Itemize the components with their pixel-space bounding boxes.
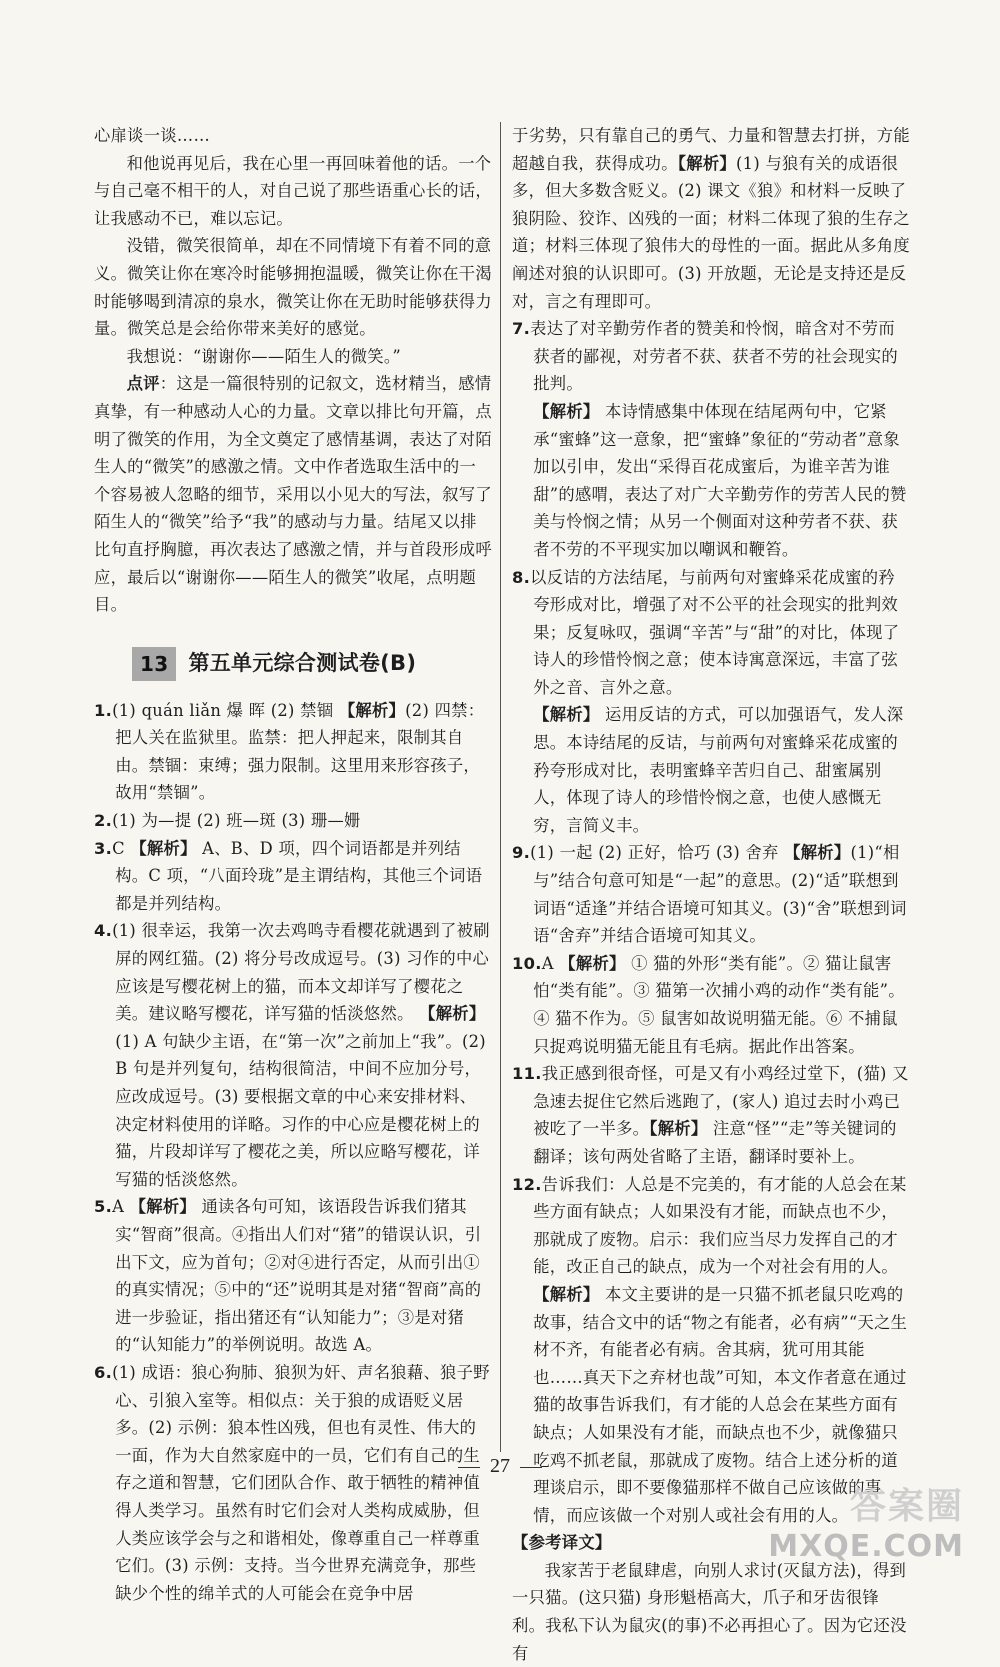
item-number: 7. [512,319,531,339]
analysis-tag: 【解析】 [533,705,600,725]
item-number: 10. [512,953,542,973]
page-number [0,1455,1000,1478]
item-analysis: 本文主要讲的是一只猫不抓老鼠只吃鸡的故事，结合文中的话“物之有能者，必有病”“天之生材不齐，有能者必有病。舍其病，犹可用其能也……真天下之弃材也哉”可知，本文作者意在通过猫的故事告诉我们，有才能的人总会在某些方面有缺点；人如果没有才能，而缺点也不少，就像猫只吃鸡不抓老鼠，那就成了废物。结合上述分析的道理谈启示，即不要像猫那样不做自己应该做的事情，而应该做一个对别人或社会有用的人。 [533,1284,908,1525]
answer-item [94,917,492,1193]
item-text: (1) 一起 (2) 正好，恰巧 (3) 舍弃 [530,843,785,863]
reference-text: 我家苦于老鼠肆虐，向别人求讨(灭鼠方法)，得到一只猫。(这只猫) 身形魁梧高大，爪子和牙齿很锋利。我私下认为鼠灾(的事)不必再担心了。因为它还没有 [512,1560,907,1663]
item-number: 2. [94,811,113,831]
item-number: 1. [94,700,113,720]
section-number: 13 [132,647,176,681]
item-number: 9. [512,843,531,863]
continued-answer [512,122,910,315]
item-analysis: (1) A 句缺少主语，在“第一次”之前加上“我”。(2) B 句是并列复句，结构很简洁，中间不应加分号，应改成逗号。(3) 要根据文章的中心来安排材料、决定材料使用的详略。习作的中心应是樱花树上的猫，片段却详写了樱花之美，所以应略写樱花，详写猫的恬淡悠然。 [115,1031,486,1189]
answer-item [512,1060,910,1170]
item-text: 告诉我们：人总是不完美的，有才能的人总会在某些方面有缺点；人如果没有才能，而缺点也不少，那就成了废物。启示：我们应当尽力发挥自己的才能，改正自己的缺点，成为一个对社会有用的人。 [533,1174,907,1277]
answer-item [512,315,910,563]
analysis-tag: 【解析】 [129,1197,196,1217]
section-heading [132,645,492,683]
item-number: 11. [512,1064,542,1084]
comment-paragraph [94,370,492,618]
analysis-tag: 【解析】 [130,838,197,858]
item-text: (1) quán liǎn 爆 晖 (2) 禁锢 [112,700,339,720]
analysis-tag: 【解析】 [338,700,406,720]
analysis-tag: 【解析】 [649,1119,708,1139]
comment-label: 点评 [126,374,160,394]
answer-item [512,564,910,840]
answer-item [512,839,910,949]
analysis-tag: 【解析】 [559,953,626,973]
answer-item [94,807,492,835]
left-column [94,122,492,1607]
item-analysis: (1)“相与”结合句意可知是“一起”的意思。(2)“适”联想到词语“适逢”并结合语境可知其义。(3)“舍”联想到词语“舍弃”并结合语境可知其义。 [533,843,907,946]
item-text: A [541,953,560,973]
item-analysis: 本诗情感集中体现在结尾两句中，它紧承“蜜蜂”这一意象，把“蜜蜂”象征的“劳动者”意象加以引申，发出“采得百花成蜜后，为谁辛苦为谁甜”的感喟，表达了对广大辛勤劳作的劳苦人民的赞美与怜悯之情；从另一个侧面对这种劳者不获、获者不劳的不平现实加以嘲讽和鞭笞。 [533,401,907,559]
comment-text: ：这是一篇很特别的记叙文，选材精当，感情真挚，有一种感动人心的力量。文章以排比句开篇，点明了微笑的作用，为全文奠定了感情基调，表达了对陌生人的“微笑”的感激之情。文中作者选取生活中的一个容易被人忽略的细节，采用以小见大的写法，叙写了陌生人的“微笑”给予“我”的感动与力量。结尾又以排比句直抒胸臆，再次表达了感激之情，并与首段形成呼应，最后以“谢谢你——陌生人的微笑”收尾，点明题目。 [94,374,492,615]
continued-analysis: (1) 与狼有关的成语很多，但大多数含贬义。(2) 课文《狼》和材料一反映了狼阴险、狡诈、凶残的一面；材料二体现了狼的生存之道；材料三体现了狼伟大的母性的一面。据此从多角度阐述对狼的认识即可。(3) 开放题，无论是支持还是反对，言之有理即可。 [512,153,910,311]
item-text: 以反诘的方法结尾，与前两句对蜜蜂采花成蜜的矜夸形成对比，增强了对不公平的社会现实的批判效果；反复咏叹，强调“辛苦”与“甜”的对比，体现了诗人的珍惜怜悯之意；使本诗寓意深远，丰富了弦外之音、言外之意。 [530,567,900,697]
item-analysis: 注意“怪”“走”等关键词的翻译；该句两处省略了主语，翻译时要补上。 [533,1119,897,1166]
item-number: 5. [94,1197,113,1217]
answer-item [512,950,910,1060]
answer-item [94,697,492,807]
right-column [512,122,910,1667]
item-text: 表达了对辛勤劳作者的赞美和怜悯，暗含对不劳而获者的鄙视，对劳者不获、获者不劳的社会现实的批判。 [530,319,898,394]
item-text: (1) 为—提 (2) 班—斑 (3) 珊—姗 [112,811,361,831]
analysis-tag: 【解析】 [533,401,600,421]
item-number: 6. [94,1362,113,1382]
answer-item [94,835,492,918]
answer-item [94,1359,492,1607]
paragraph: 没错，微笑很简单，却在不同情境下有着不同的意义。微笑让你在寒冷时能够拥抱温暖，微笑让你在干渴时能够喝到清凉的泉水，微笑让你在无助时能够获得力量。微笑总是会给你带来美好的感觉。 [94,236,492,339]
watermark-url: MXQE.COM [768,1529,964,1564]
item-text: 我正感到很奇怪，可是又有小鸡经过堂下，(猫) 又急速去捉住它然后逃跑了，(家人) 追过去时小鸡已被吃了一半多。 [533,1064,909,1139]
page-number-text: 27 [490,1455,510,1477]
analysis-tag: 【解析】 [677,153,737,173]
analysis-tag: 【解析】 [784,843,851,863]
analysis-tag: 【解析】 [533,1284,600,1304]
item-analysis: A、B、D 项，四个词语都是并列结构。C 项，“八面玲珑”是主谓结构，其他三个词语都是并列结构。 [115,838,483,913]
item-text: (1) 成语：狼心狗肺、狼狈为奸、声名狼藉、狼子野心、引狼入室等。相似点：关于狼的成语贬义居多。(2) 示例：狼本性凶残，但也有灵性、伟大的一面，作为大自然家庭中的一员，它们有自己的生存之道和智慧，它们团队合作、敢于牺牲的精神值得人类学习。虽然有时它们会对人类构成威胁，但人类应该学会与之和谐相处，像尊重自己一样尊重它们。(3) 示例：支持。当今世界充满竞争，那些缺少个性的绵羊式的人可能会在竞争中居 [112,1362,490,1603]
item-number: 8. [512,567,531,587]
item-number: 12. [512,1174,542,1194]
item-text: A [112,1197,130,1217]
watermark [768,1478,964,1564]
paragraph: 和他说再见后，我在心里一再回味着他的话。一个与自己毫不相干的人，对自己说了那些语重心长的话，让我感动不已，难以忘记。 [94,153,492,228]
reference-label: 【参考译文】 [512,1533,612,1553]
intro-line: 心扉谈一谈…… [94,126,211,145]
item-analysis: 通读各句可知，该语段告诉我们猪其实“智商”很高。④指出人们对“猪”的错误认识，引出下文，应为首句；②对④进行否定，从而引出①的真实情况；⑤中的“还”说明其是对猪“智商”高的进一步验证，指出猪还有“认知能力”；③是对猪的“认知能力”的举例说明。故选 A。 [115,1197,482,1355]
item-number: 3. [94,838,113,858]
answer-item [94,1193,492,1359]
column-divider [500,122,501,1452]
watermark-logo: 答案圈 [849,1486,964,1527]
section-title: 第五单元综合测试卷(B) [188,650,417,675]
paragraph: 我想说：“谢谢你——陌生人的微笑。” [126,346,401,366]
item-text: C [112,838,131,858]
item-text: (1) 很幸运，我第一次去鸡鸣寺看樱花就遇到了被刷屏的网红猫。(2) 将分号改成逗号。(3) 习作的中心应该是写樱花树上的猫，而本文却详写了樱花之美。建议略写樱花，详写猫的恬淡悠然。 [112,921,490,1024]
continued-text: 于劣势，只有靠自己的勇气、力量和智慧去打拼，方能超越自我，获得成功。 [512,126,910,173]
item-analysis: 运用反诘的方式，可以加强语气，发人深思。本诗结尾的反诘，与前两句对蜜蜂采花成蜜的矜夸形成对比，表明蜜蜂辛苦归自己、甜蜜属别人，体现了诗人的珍惜怜悯之意，也使人感慨无穷，言简义丰。 [533,705,904,835]
item-number: 4. [94,921,113,941]
item-analysis: (2) 四禁：把人关在监狱里。监禁：把人押起来，限制其自由。禁锢：束缚；强力限制。这里用来形容孩子，故用“禁锢”。 [115,700,485,803]
analysis-tag: 【解析】 [419,1004,486,1024]
item-analysis: ① 猫的外形“类有能”。② 猫让鼠害怕“类有能”。③ 猫第一次捕小鸡的动作“类有能”。④ 猫不作为。⑤ 鼠害如故说明猫无能。⑥ 不捕鼠只捉鸡说明猫无能且有毛病。据此作出答案。 [533,953,905,1056]
